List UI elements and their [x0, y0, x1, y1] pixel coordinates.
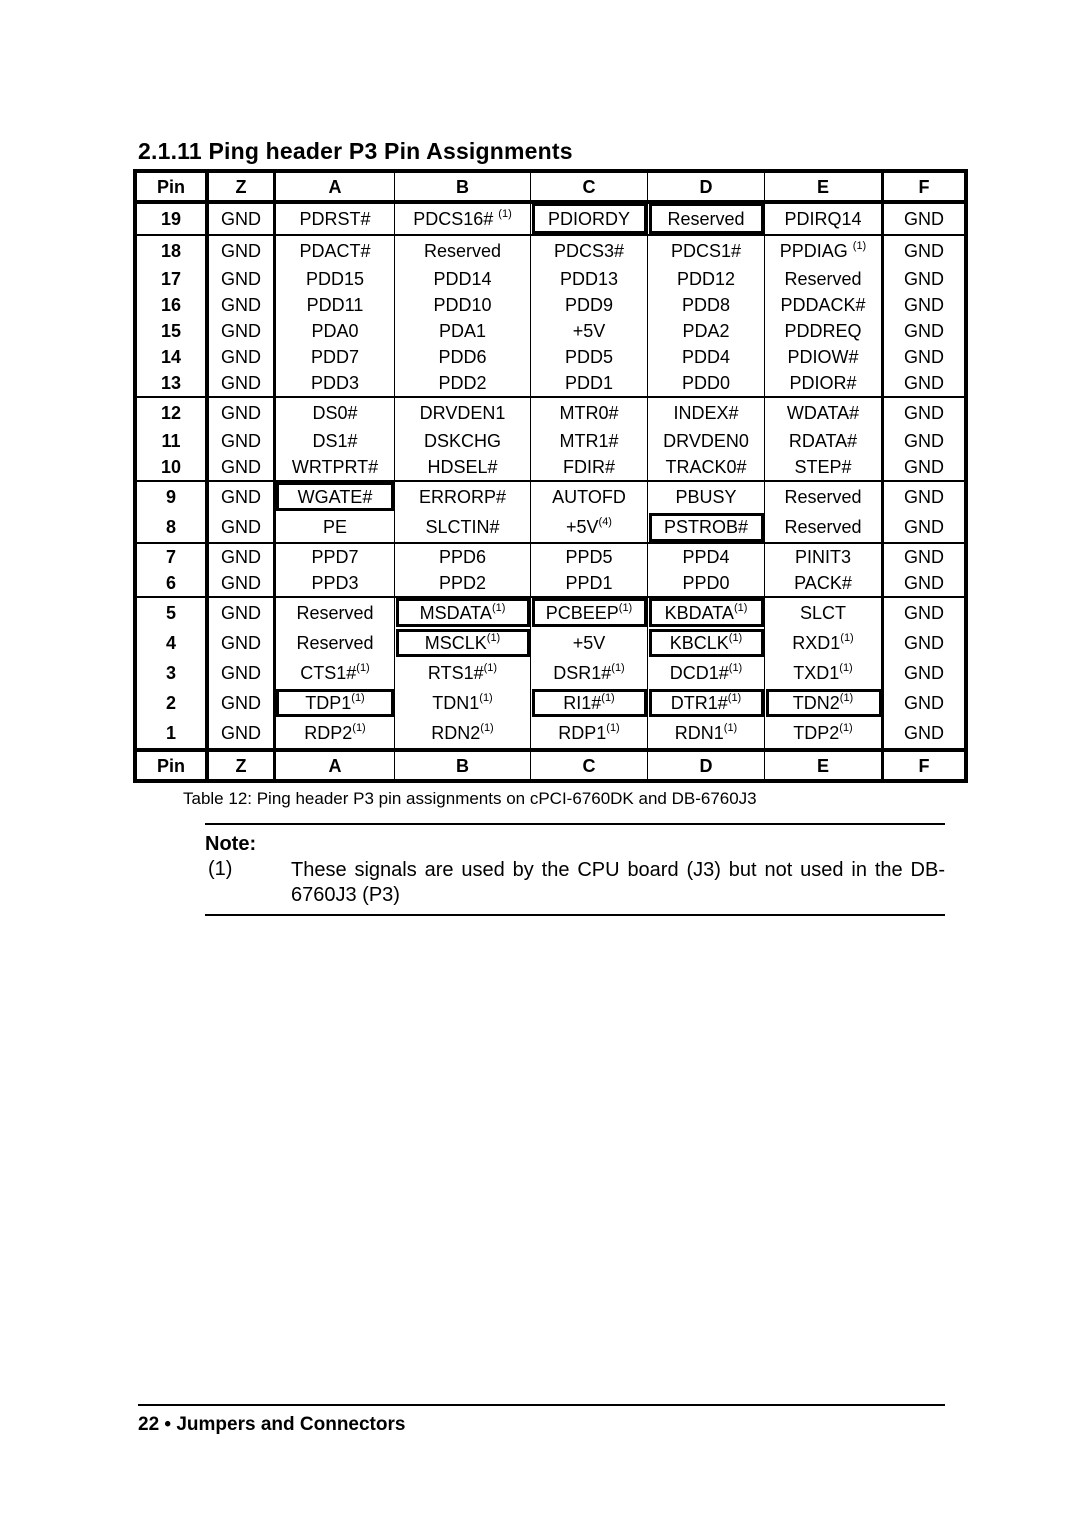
pin-number: 3 [135, 658, 207, 688]
column-header-f: F [883, 750, 967, 781]
pin-number: 17 [135, 266, 207, 292]
signal-cell: RDN1$^{(1)}$ [648, 718, 765, 750]
signal-cell: Reserved [275, 597, 395, 628]
signal-cell: PINIT3 [765, 543, 883, 570]
column-header-f: F [883, 171, 967, 202]
signal-cell: PDD11 [275, 292, 395, 318]
footnote-marker: (4) [598, 516, 612, 528]
signal-cell: PDD9 [531, 292, 648, 318]
column-header-c: C [531, 171, 648, 202]
signal-cell: PDD12 [648, 266, 765, 292]
signal-cell: Reserved [648, 202, 765, 235]
pin-number: 10 [135, 454, 207, 481]
signal-cell: GND [883, 397, 967, 428]
pin-number: 1 [135, 718, 207, 750]
signal-cell: PDDREQ [765, 318, 883, 344]
signal-cell: PDD8 [648, 292, 765, 318]
signal-cell: GND [883, 718, 967, 750]
column-header-d: D [648, 171, 765, 202]
table-caption: Table 12: Ping header P3 pin assignments on cPCI-6760DK and DB-6760J3 [183, 789, 757, 808]
column-header-a: A [275, 171, 395, 202]
signal-cell: GND [883, 512, 967, 543]
signal-cell: GND [883, 570, 967, 597]
signal-cell: GND [883, 597, 967, 628]
signal-cell: AUTOFD [531, 481, 648, 512]
signal-cell: PDD3 [275, 370, 395, 397]
pin-number: 4 [135, 628, 207, 658]
footnote-marker: (1) [352, 722, 366, 734]
signal-cell: GND [207, 718, 275, 750]
signal-cell: PCBEEP$^{(1)}$ [531, 597, 648, 628]
signal-cell: PE [275, 512, 395, 543]
signal-cell: PDA0 [275, 318, 395, 344]
table-row [135, 428, 966, 454]
signal-cell: PPDIAG $^{(1)}$ [765, 235, 883, 266]
column-header-e: E [765, 750, 883, 781]
pin-number: 14 [135, 344, 207, 370]
signal-cell: GND [207, 292, 275, 318]
table-row [135, 688, 966, 718]
footnote-marker: (1) [839, 692, 854, 704]
signal-cell: PBUSY [648, 481, 765, 512]
signal-cell: ERRORP# [395, 481, 531, 512]
pin-number: 12 [135, 397, 207, 428]
signal-cell: RXD1$^{(1)}$ [765, 628, 883, 658]
footnote-marker: (1) [351, 692, 365, 704]
signal-cell: RDP1$^{(1)}$ [531, 718, 648, 750]
signal-cell: KBDATA$^{(1)}$ [648, 597, 765, 628]
table-row [135, 318, 966, 344]
column-header-c: C [531, 750, 648, 781]
signal-cell: GND [207, 628, 275, 658]
note-label: Note: [205, 833, 257, 855]
column-header-d: D [648, 750, 765, 781]
signal-cell: KBCLK$^{(1)}$ [648, 628, 765, 658]
pin-number: 7 [135, 543, 207, 570]
footnote-marker: (1) [601, 692, 615, 704]
signal-cell: GND [883, 370, 967, 397]
signal-cell: GND [883, 428, 967, 454]
table-row [135, 397, 966, 428]
signal-cell: PPD7 [275, 543, 395, 570]
signal-cell: GND [207, 570, 275, 597]
table-row [135, 266, 966, 292]
page-footer: 22 • Jumpers and Connectors [138, 1404, 945, 1436]
footnote-marker: (1) [356, 662, 370, 674]
signal-cell: PDIORDY [531, 202, 648, 235]
signal-cell: TDN1$^{(1)}$ [395, 688, 531, 718]
signal-cell: DRVDEN0 [648, 428, 765, 454]
column-header-e: E [765, 171, 883, 202]
signal-cell: GND [207, 512, 275, 543]
signal-cell: GND [207, 597, 275, 628]
signal-cell: GND [207, 481, 275, 512]
signal-cell: GND [207, 344, 275, 370]
signal-cell: MSDATA$^{(1)}$ [395, 597, 531, 628]
signal-cell: +5V [531, 628, 648, 658]
signal-cell: GND [883, 344, 967, 370]
footnote-marker: (1) [733, 602, 748, 614]
signal-cell: GND [207, 428, 275, 454]
signal-cell: PPD6 [395, 543, 531, 570]
signal-cell: DSKCHG [395, 428, 531, 454]
signal-cell: GND [883, 318, 967, 344]
signal-cell: PDD14 [395, 266, 531, 292]
column-header-z: Z [207, 171, 275, 202]
table-row [135, 543, 966, 570]
signal-cell: PDD10 [395, 292, 531, 318]
signal-cell: PDD6 [395, 344, 531, 370]
signal-cell: Reserved [765, 481, 883, 512]
signal-cell: WGATE# [275, 481, 395, 512]
signal-cell: PSTROB# [648, 512, 765, 543]
pin-number: 13 [135, 370, 207, 397]
signal-cell: GND [883, 543, 967, 570]
signal-cell: DRVDEN1 [395, 397, 531, 428]
signal-cell: GND [883, 481, 967, 512]
footnote-marker: (1) [486, 632, 501, 644]
signal-cell: GND [207, 658, 275, 688]
signal-cell: DS1# [275, 428, 395, 454]
table-row [135, 628, 966, 658]
table-row [135, 512, 966, 543]
signal-cell: PDD4 [648, 344, 765, 370]
signal-cell: PPD0 [648, 570, 765, 597]
footnote-marker: (1) [606, 722, 620, 734]
signal-cell: PPD1 [531, 570, 648, 597]
footnote-marker: (1) [479, 692, 493, 704]
signal-cell: +5V [531, 318, 648, 344]
pin-number: 15 [135, 318, 207, 344]
signal-cell: TDP1$^{(1)}$ [275, 688, 395, 718]
signal-cell: PDD7 [275, 344, 395, 370]
footnote-marker: (1) [723, 722, 738, 734]
signal-cell: PDA1 [395, 318, 531, 344]
signal-cell: PDA2 [648, 318, 765, 344]
pin-number: 5 [135, 597, 207, 628]
signal-cell: GND [883, 235, 967, 266]
signal-cell: PDCS3# [531, 235, 648, 266]
table-row [135, 344, 966, 370]
footnote-marker: (1) [852, 240, 867, 252]
signal-cell: PDDACK# [765, 292, 883, 318]
signal-cell: RTS1#$^{(1)}$ [395, 658, 531, 688]
table-row [135, 658, 966, 688]
column-header-z: Z [207, 750, 275, 781]
signal-cell: PDIOR# [765, 370, 883, 397]
footnote-marker: (1) [480, 722, 494, 734]
pin-number: 6 [135, 570, 207, 597]
signal-cell: PPD2 [395, 570, 531, 597]
signal-cell: GND [207, 688, 275, 718]
signal-cell: PPD3 [275, 570, 395, 597]
signal-cell: GND [883, 266, 967, 292]
note-text: These signals are used by the CPU board (J3) but not used in the DB-6760J3 (P3) [291, 859, 945, 906]
signal-cell: GND [883, 688, 967, 718]
signal-cell: WDATA# [765, 397, 883, 428]
signal-cell: PDD1 [531, 370, 648, 397]
table-footer-row [135, 750, 966, 781]
signal-cell: SLCT [765, 597, 883, 628]
signal-cell: GND [207, 543, 275, 570]
signal-cell: CTS1#$^{(1)}$ [275, 658, 395, 688]
pin-number: 8 [135, 512, 207, 543]
footnote-marker: (1) [727, 692, 742, 704]
pin-assignment-table [133, 169, 968, 783]
table-row [135, 235, 966, 266]
footnote-marker: (1) [728, 632, 743, 644]
pin-number: 2 [135, 688, 207, 718]
signal-cell: Reserved [395, 235, 531, 266]
footnote-marker: (1) [498, 208, 512, 220]
signal-cell: RI1#$^{(1)}$ [531, 688, 648, 718]
footnote-marker: (1) [483, 662, 498, 674]
signal-cell: GND [207, 370, 275, 397]
signal-cell: STEP# [765, 454, 883, 481]
signal-cell: GND [207, 266, 275, 292]
table-row [135, 202, 966, 235]
footnote-marker: (1) [728, 662, 743, 674]
signal-cell: PDACT# [275, 235, 395, 266]
table-header-row [135, 171, 966, 202]
signal-cell: HDSEL# [395, 454, 531, 481]
table-row [135, 597, 966, 628]
signal-cell: PDD13 [531, 266, 648, 292]
footnote-marker: (1) [618, 602, 633, 614]
footnote-marker: (1) [840, 632, 854, 644]
signal-cell: GND [207, 397, 275, 428]
signal-cell: PDD0 [648, 370, 765, 397]
signal-cell: DSR1#$^{(1)}$ [531, 658, 648, 688]
signal-cell: Reserved [765, 266, 883, 292]
signal-cell: MTR1# [531, 428, 648, 454]
signal-cell: RDP2$^{(1)}$ [275, 718, 395, 750]
section-title: 2.1.11 Ping header P3 Pin Assignments [138, 138, 573, 164]
signal-cell: Reserved [765, 512, 883, 543]
signal-cell: GND [207, 318, 275, 344]
pin-number: 19 [135, 202, 207, 235]
table-row [135, 481, 966, 512]
pin-number: 16 [135, 292, 207, 318]
signal-cell: MTR0# [531, 397, 648, 428]
signal-cell: GND [883, 454, 967, 481]
signal-cell: TRACK0# [648, 454, 765, 481]
footnote-marker: (1) [839, 722, 853, 734]
signal-cell: Reserved [275, 628, 395, 658]
signal-cell: PDD5 [531, 344, 648, 370]
signal-cell: DCD1#$^{(1)}$ [648, 658, 765, 688]
signal-cell: TDN2$^{(1)}$ [765, 688, 883, 718]
signal-cell: SLCTIN# [395, 512, 531, 543]
signal-cell: PDIOW# [765, 344, 883, 370]
signal-cell: GND [883, 658, 967, 688]
signal-cell: GND [207, 235, 275, 266]
footnote-marker: (1) [839, 662, 853, 674]
pin-number: 18 [135, 235, 207, 266]
signal-cell: PDIRQ14 [765, 202, 883, 235]
table-row [135, 454, 966, 481]
signal-cell: GND [883, 202, 967, 235]
signal-cell: TDP2$^{(1)}$ [765, 718, 883, 750]
signal-cell: PDD2 [395, 370, 531, 397]
signal-cell: WRTPRT# [275, 454, 395, 481]
signal-cell: PPD4 [648, 543, 765, 570]
signal-cell: PDCS16# $^{(1)}$ [395, 202, 531, 235]
signal-cell: PPD5 [531, 543, 648, 570]
signal-cell: DS0# [275, 397, 395, 428]
pin-number: 9 [135, 481, 207, 512]
signal-cell: TXD1$^{(1)}$ [765, 658, 883, 688]
signal-cell: GND [207, 202, 275, 235]
signal-cell: GND [207, 454, 275, 481]
signal-cell: PDRST# [275, 202, 395, 235]
signal-cell: RDATA# [765, 428, 883, 454]
signal-cell: GND [883, 628, 967, 658]
table-row [135, 370, 966, 397]
pin-number: 11 [135, 428, 207, 454]
signal-cell: DTR1#$^{(1)}$ [648, 688, 765, 718]
signal-cell: PACK# [765, 570, 883, 597]
signal-cell: INDEX# [648, 397, 765, 428]
footnote-marker: (1) [611, 662, 625, 674]
table-row [135, 570, 966, 597]
signal-cell: $+5V^{(4)}$ [531, 512, 648, 543]
note-item [205, 858, 945, 908]
table-row [135, 718, 966, 750]
signal-cell: MSCLK$^{(1)}$ [395, 628, 531, 658]
table-row [135, 292, 966, 318]
column-header-b: B [395, 750, 531, 781]
column-header-a: A [275, 750, 395, 781]
column-header-pin: Pin [135, 171, 207, 202]
signal-cell: RDN2$^{(1)}$ [395, 718, 531, 750]
column-header-b: B [395, 171, 531, 202]
footnote-marker: (1) [491, 602, 506, 614]
note-number: (1) [208, 858, 233, 880]
signal-cell: PDD15 [275, 266, 395, 292]
column-header-pin: Pin [135, 750, 207, 781]
signal-cell: GND [883, 292, 967, 318]
signal-cell: FDIR# [531, 454, 648, 481]
signal-cell: PDCS1# [648, 235, 765, 266]
note-box [205, 823, 945, 916]
